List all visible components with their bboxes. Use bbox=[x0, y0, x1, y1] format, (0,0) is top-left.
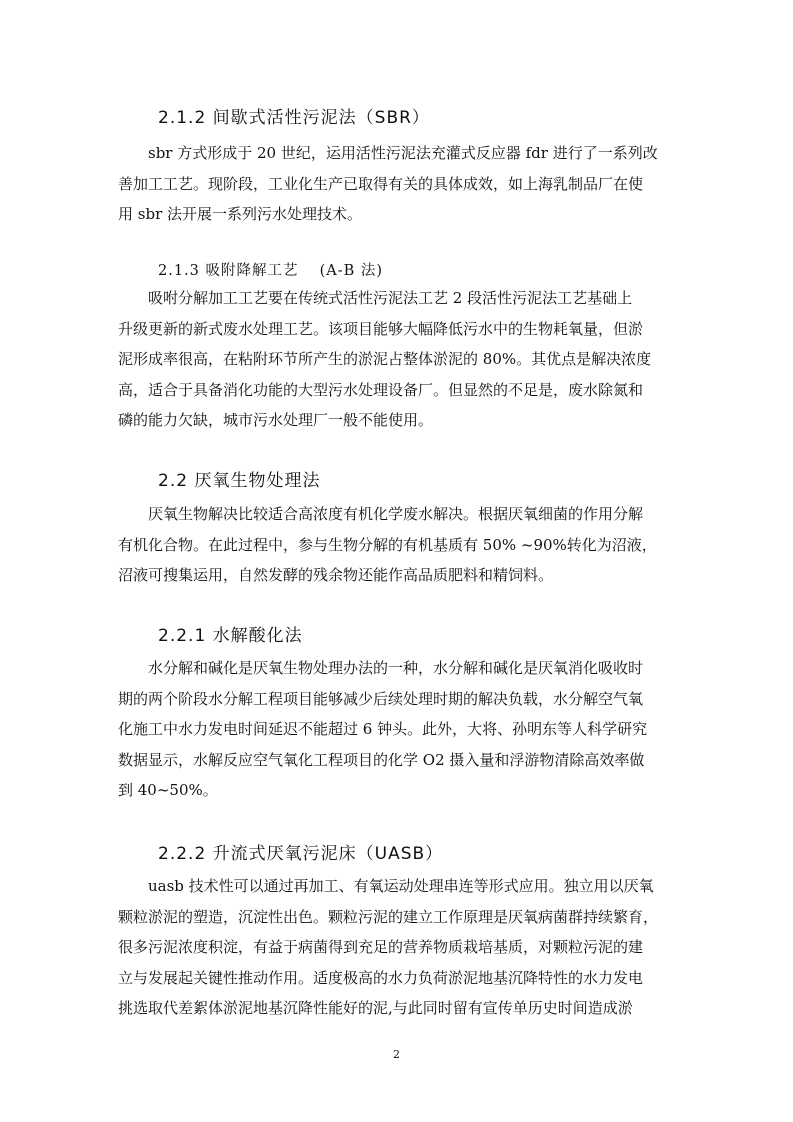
text-line: 善加工工艺。现阶段，工业化生产已取得有关的具体成效，如上海乳制品厂在使 bbox=[118, 174, 644, 193]
paragraph-2-1-3 bbox=[118, 283, 680, 436]
paragraph-2-2-2 bbox=[118, 871, 680, 1024]
text-line: 立与发展起关键性推动作用。适度极高的水力负荷淤泥地基沉降特性的水力发电 bbox=[118, 968, 644, 987]
text-line: 到 40~50%。 bbox=[118, 781, 218, 799]
text-line: 升级更新的新式废水处理工艺。该项目能够大幅降低污水中的生物耗氧量，但淤 bbox=[118, 319, 644, 338]
text-line: 有机化合物。在此过程中，参与生物分解的有机基质有 50% ~90%转化为沼液， bbox=[118, 535, 657, 554]
text-line: 期的两个阶段水分解工程项目能够减少后续处理时期的解决负载，水分解空气氧 bbox=[118, 689, 644, 708]
text-line: 磷的能力欠缺，城市污水处理厂一般不能使用。 bbox=[118, 411, 434, 429]
text-line: 沼液可搜集运用，自然发酵的残余物还能作高品质肥料和精饲料。 bbox=[118, 566, 554, 584]
paragraph-2-1-2 bbox=[118, 138, 680, 230]
paragraph-2-2 bbox=[118, 499, 680, 591]
text-line: 化施工中水力发电时间延迟不能超过 6 钟头。此外，大将、孙明东等人科学研究 bbox=[118, 720, 648, 738]
text-line: sbr 方式形成于 20 世纪，运用活性污泥法充灌式反应器 fdr 进行了一系列改 bbox=[148, 144, 658, 162]
text-line: 用 sbr 法开展一系列污水处理技术。 bbox=[118, 205, 363, 223]
text-line: 水分解和碱化是厌氧生物处理办法的一种，水分解和碱化是厌氧消化吸收时 bbox=[148, 659, 644, 677]
heading-2-1-3: 2.1.3 吸附降解工艺 (A-B 法) bbox=[158, 263, 384, 279]
text-line: 数据显示，水解反应空气氧化工程项目的化学 O2 摄入量和浮游物清除高效率做 bbox=[118, 750, 645, 769]
text-line: 泥形成率很高，在粘附环节所产生的淤泥占整体淤泥的 80%。其优点是解决浓度 bbox=[118, 350, 652, 368]
text-line: 厌氧生物解决比较适合高浓度有机化学废水解决。根据厌氧细菌的作用分解 bbox=[148, 505, 644, 523]
text-line: 吸咐分解加工工艺要在传统式活性污泥法工艺 2 段活性污泥法工艺基础上 bbox=[148, 289, 633, 307]
text-line: 高，适合于具备消化功能的大型污水处理设备厂。但显然的不足是，废水除氮和 bbox=[118, 380, 644, 399]
paragraph-2-2-1 bbox=[118, 653, 680, 806]
heading-2-2-2: 2.2.2 升流式厌氧污泥床（UASB） bbox=[158, 844, 444, 864]
text-line: 挑选取代差絮体淤泥地基沉降性能好的泥,与此同时留有宣传单历史时间造成淤 bbox=[118, 999, 633, 1017]
heading-2-2-1: 2.2.1 水解酸化法 bbox=[158, 626, 303, 646]
text-line: uasb 技术性可以通过再加工、有氧运动处理串连等形式应用。独立用以厌氧 bbox=[148, 877, 654, 895]
text-line: 很多污泥浓度积淀，有益于病菌得到充足的营养物质栽培基质，对颗粒污泥的建 bbox=[118, 938, 644, 956]
heading-2-2: 2.2 厌氧生物处理法 bbox=[158, 471, 321, 491]
heading-2-1-2: 2.1.2 间歇式活性污泥法（SBR） bbox=[158, 108, 430, 128]
text-line: 颗粒淤泥的塑造，沉淀性出色。颗粒污泥的建立工作原理是厌氧病菌群持续繁育， bbox=[118, 907, 659, 926]
page-number: 2 bbox=[393, 1048, 400, 1061]
